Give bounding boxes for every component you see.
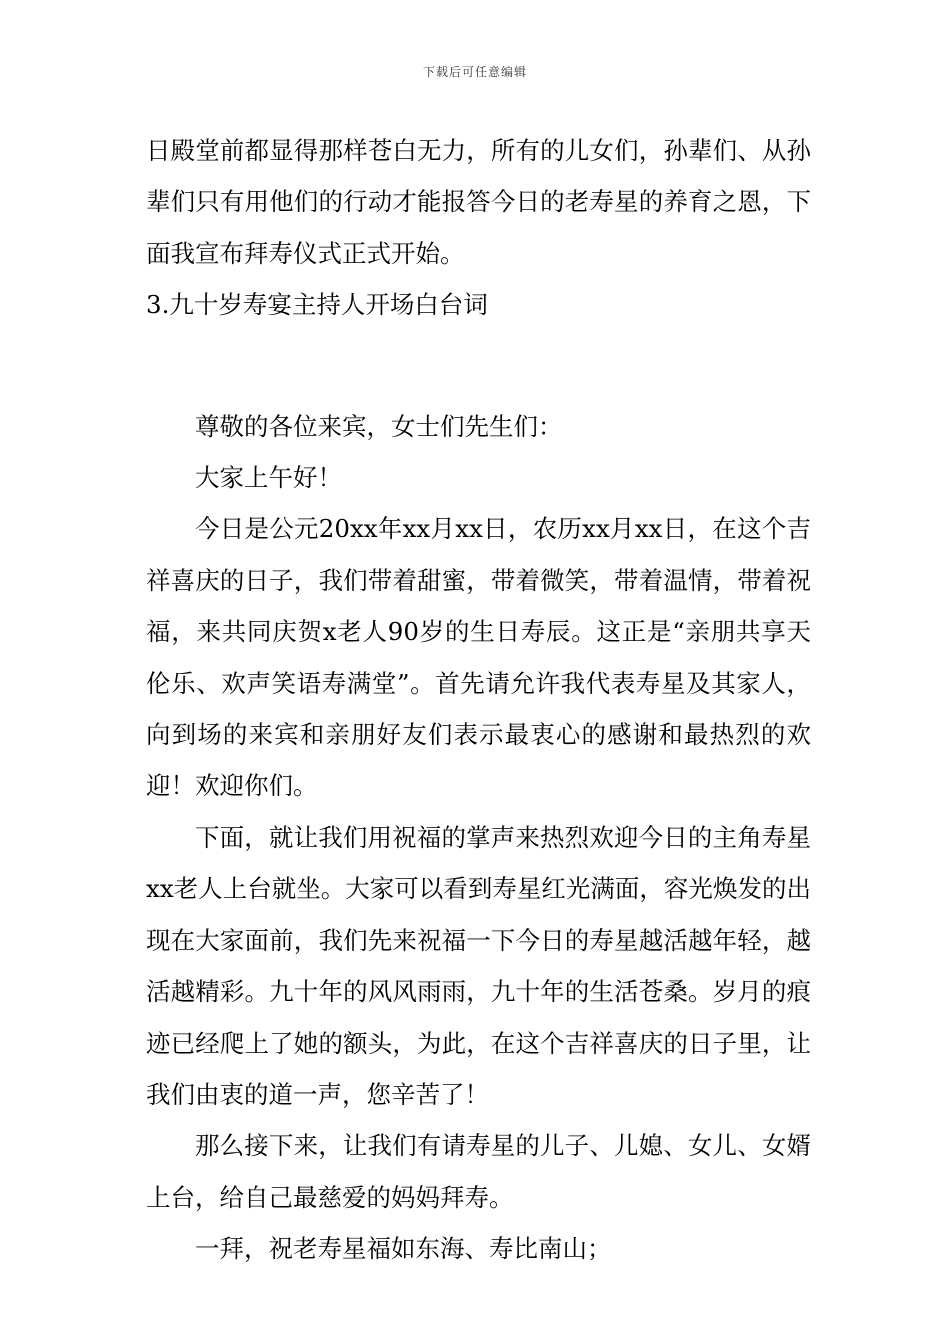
paragraph-1: 今日是公元20xx年xx月xx日，农历xx月xx日，在这个吉祥喜庆的日子，我们带着甜蜜，带着微笑，带着温情，带着祝福，来共同庆贺x老人90岁的生日寿辰。这正是“亲朋共享天伦乐、欢声笑语寿满堂”。首先请允许我代表寿星及其家人，向到场的来宾和亲朋好友们表示最衷心的感谢和最热烈的欢迎！欢迎你们。	[146, 514, 811, 801]
paragraph-2: 下面，就让我们用祝福的掌声来热烈欢迎今日的主角寿星xx老人上台就坐。大家可以看到寿星红光满面，容光焕发的出现在大家面前，我们先来祝福一下今日的寿星越活越年轻，越活越精彩。九十年的风风雨雨，九十年的生活苍桑。岁月的痕迹已经爬上了她的额头，为此，在这个吉祥喜庆的日子里，让我们由衷的道一声，您辛苦了！	[146, 822, 811, 1109]
section-gap	[146, 331, 811, 401]
paragraph-4: 一拜，祝老寿星福如东海、寿比南山；	[195, 1234, 612, 1264]
document-body	[146, 125, 811, 1275]
salutation: 尊敬的各位来宾，女士们先生们：	[195, 411, 563, 441]
greeting: 大家上午好！	[195, 463, 342, 493]
page-header: 下载后可任意编辑	[422, 65, 527, 79]
paragraph-3: 那么接下来，让我们有请寿星的儿子、儿媳、女儿、女婿上台，给自己最慈爱的妈妈拜寿。	[146, 1131, 811, 1212]
section-title: 3.九十岁寿宴主持人开场白台词	[146, 290, 488, 320]
paragraph-continuation: 日殿堂前都显得那样苍白无力，所有的儿女们，孙辈们、从孙辈们只有用他们的行动才能报答今日的老寿星的养育之恩，下面我宣布拜寿仪式正式开始。	[146, 136, 811, 268]
